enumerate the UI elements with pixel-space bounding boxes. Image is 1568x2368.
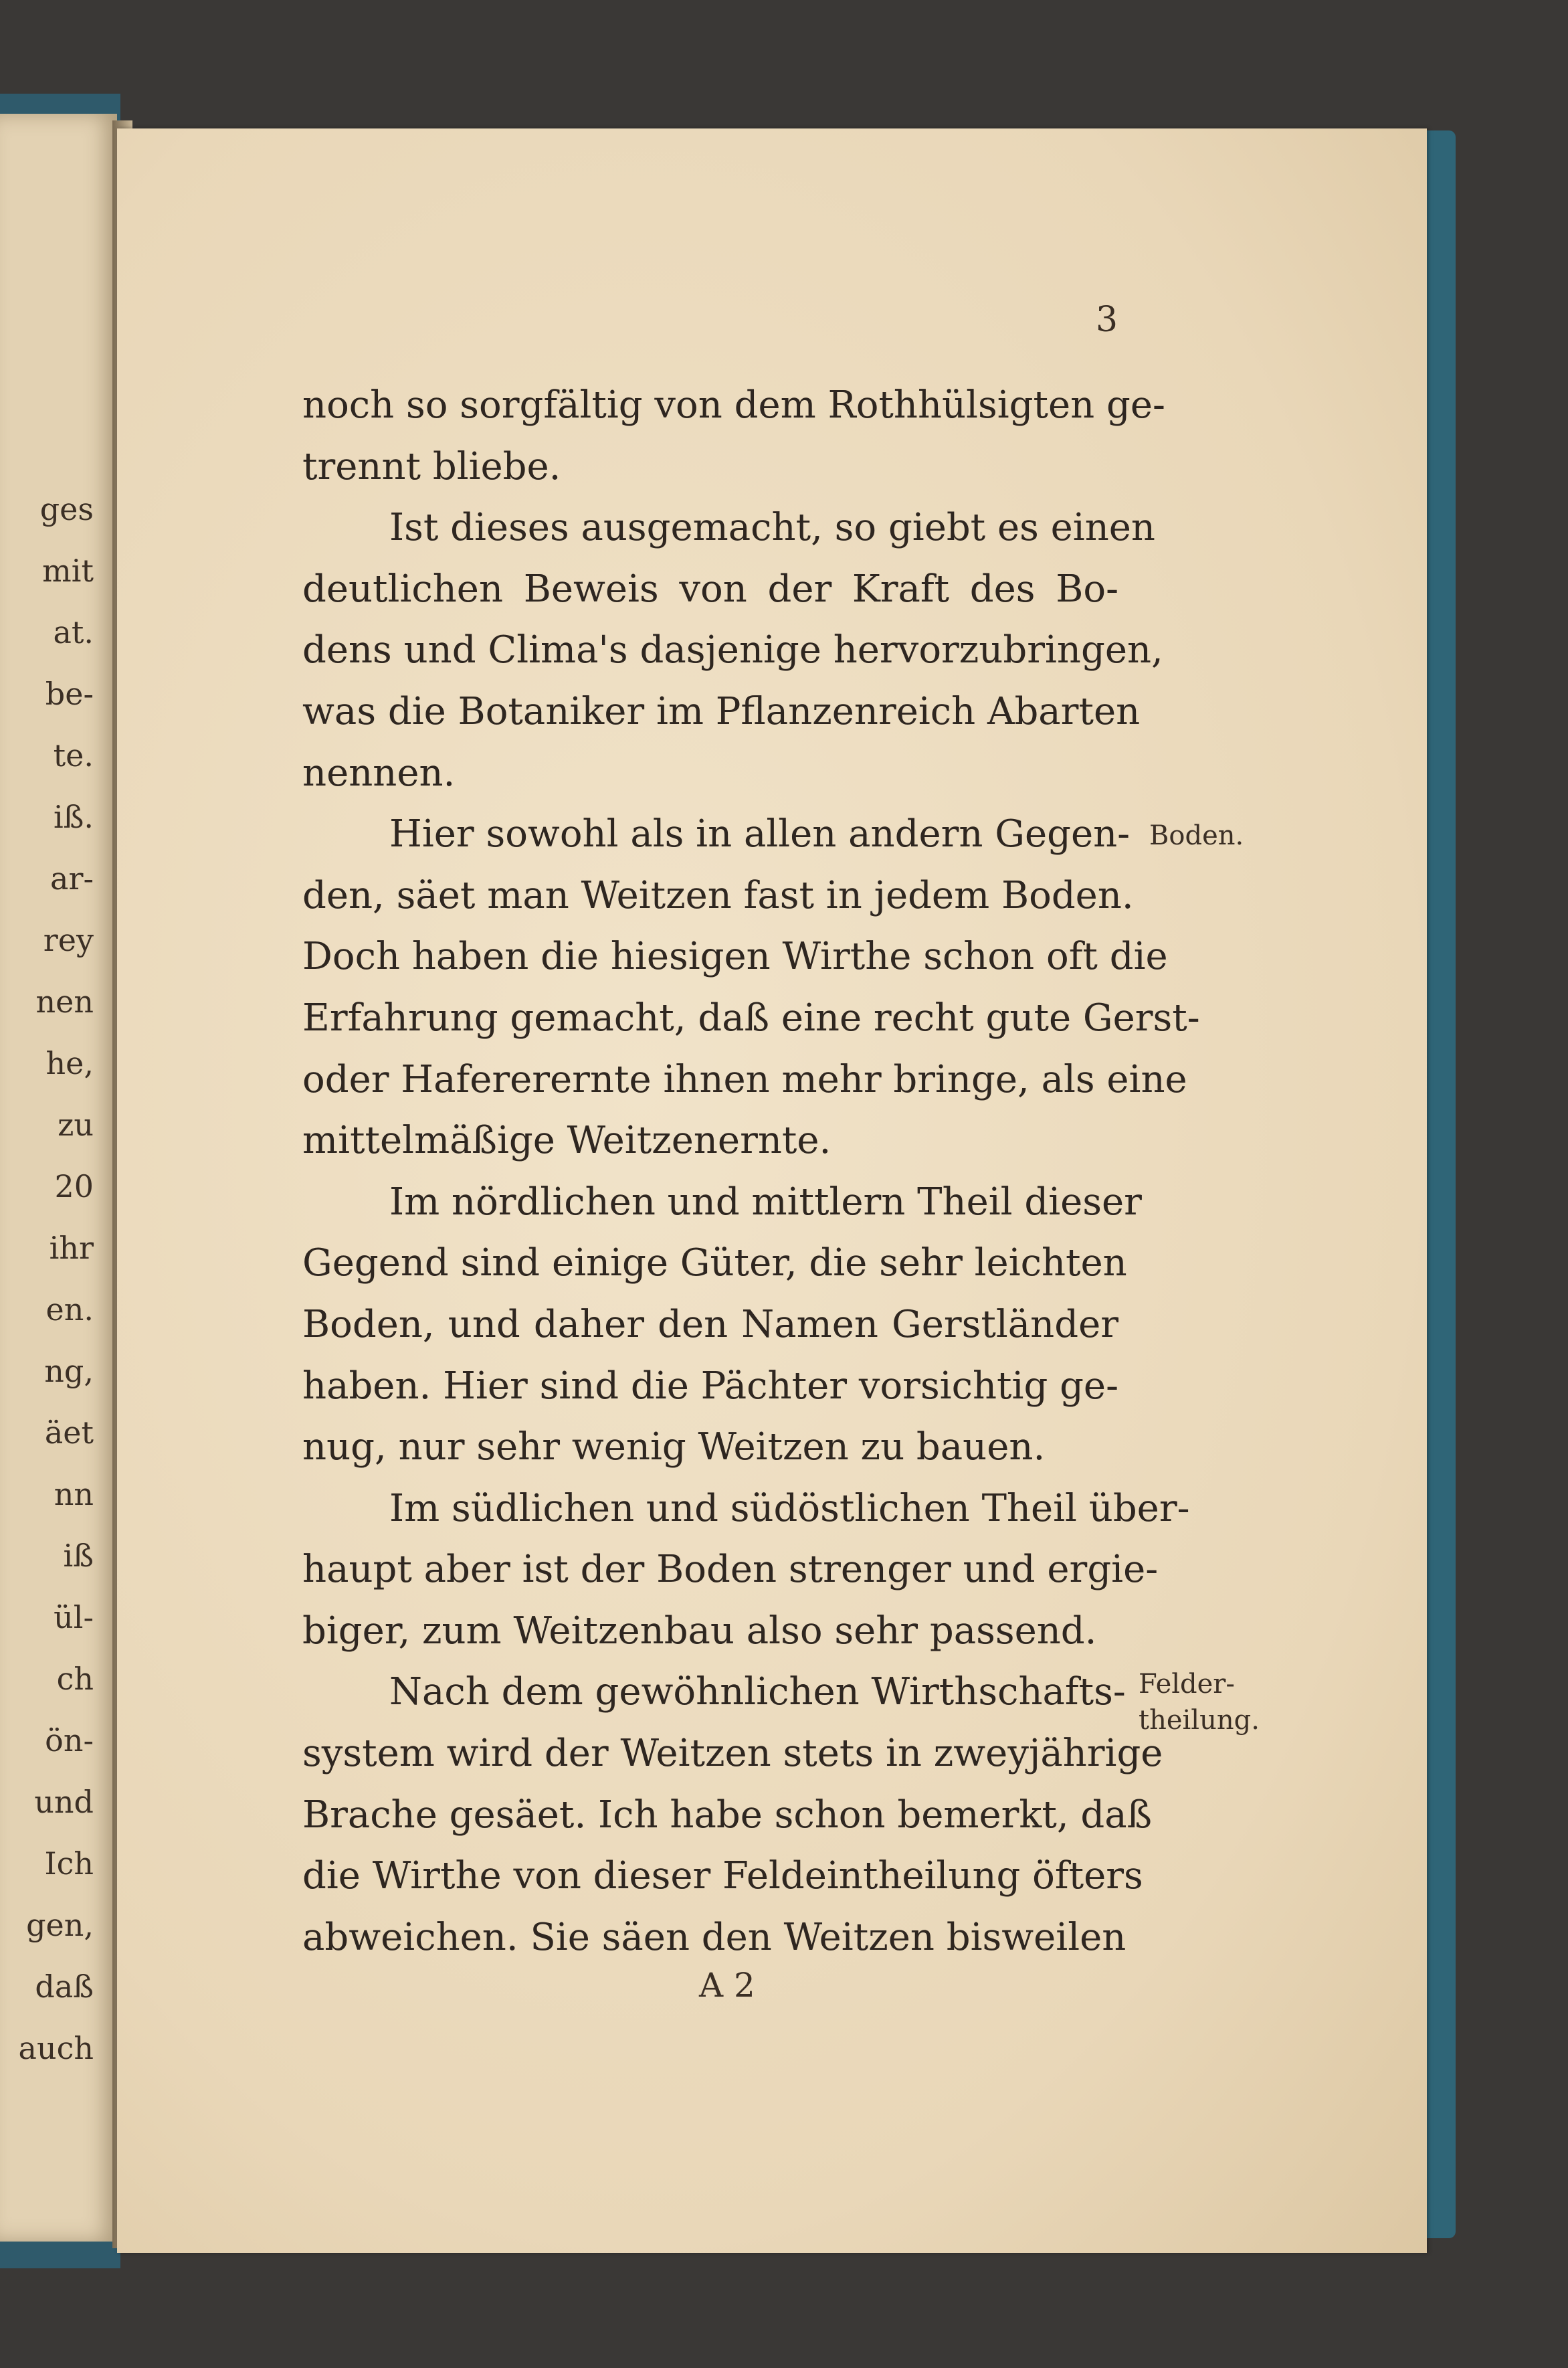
signature-mark: A 2 <box>699 1966 755 2005</box>
left-page-cropped-text <box>0 478 94 2079</box>
cropped-word: ön- <box>45 1722 94 1758</box>
text-line: Nach dem gewöhnlichen Wirthschafts- <box>389 1670 1126 1714</box>
cropped-word: ihr <box>49 1230 94 1266</box>
cropped-word: und <box>34 1784 94 1820</box>
text-line: Hier sowohl als in allen andern Gegen- <box>389 812 1131 856</box>
cropped-word: be- <box>45 676 94 712</box>
marginal-note: Felder- theilung. <box>1139 1669 1260 1736</box>
cropped-word: zu <box>58 1107 94 1143</box>
text-line: trennt bliebe. <box>302 444 561 488</box>
cropped-word: he, <box>45 1045 94 1081</box>
text-line: haupt aber ist der Boden strenger und ergie- <box>302 1548 1159 1592</box>
cropped-word: äet <box>44 1415 94 1451</box>
cropped-word: ar- <box>50 860 94 897</box>
cropped-word: ch <box>56 1661 94 1697</box>
cropped-word: ül- <box>54 1599 94 1635</box>
cropped-word: iß <box>63 1538 94 1574</box>
cropped-word: te. <box>53 737 94 773</box>
text-line: den, säet man Weitzen fast in jedem Boden. <box>302 873 1134 917</box>
text-line: mittelmäßige Weitzenernte. <box>302 1119 831 1163</box>
cropped-word: nen <box>35 984 94 1020</box>
text-line: haben. Hier sind die Pächter vorsichtig ge- <box>302 1364 1118 1408</box>
text-line: nug, nur sehr wenig Weitzen zu bauen. <box>302 1425 1046 1469</box>
text-line: biger, zum Weitzenbau also sehr passend. <box>302 1609 1097 1653</box>
cropped-word: 20 <box>54 1168 94 1204</box>
text-line: abweichen. Sie säen den Weitzen bisweilen <box>302 1915 1126 1959</box>
text-line: Ist dieses ausgemacht, so giebt es einen <box>389 506 1155 550</box>
text-line: was die Botaniker im Pflanzenreich Abarten <box>302 689 1141 733</box>
cropped-word: at. <box>53 614 94 650</box>
cropped-word: daß <box>35 1969 94 2005</box>
text-line: dens und Clima's dasjenige hervorzubringen, <box>302 628 1163 672</box>
text-line: Im südlichen und südöstlichen Theil über- <box>389 1486 1190 1530</box>
cropped-word: auch <box>18 2030 94 2066</box>
text-line: Doch haben die hiesigen Wirthe schon oft die <box>302 935 1168 979</box>
cropped-word: ng, <box>44 1353 94 1389</box>
cropped-word: Ich <box>44 1845 94 1882</box>
text-line: Boden, und daher den Namen Gerstländer <box>302 1302 1118 1346</box>
text-line: Erfahrung gemacht, daß eine recht gute Gerst- <box>302 996 1200 1040</box>
marginal-note: Boden. <box>1149 820 1244 851</box>
text-line: Im nördlichen und mittlern Theil dieser <box>389 1180 1142 1224</box>
cropped-word: iß. <box>53 799 94 835</box>
cropped-word: rey <box>43 922 94 958</box>
text-line: die Wirthe von dieser Feldeintheilung öfters <box>302 1854 1143 1898</box>
left-facing-page <box>0 114 117 2242</box>
text-line: deutlichen Beweis von der Kraft des Bo- <box>302 567 1118 611</box>
cropped-word: mit <box>42 553 94 589</box>
cropped-word: nn <box>54 1476 94 1512</box>
cropped-word: en. <box>45 1291 94 1328</box>
text-line: noch so sorgfältig von dem Rothhülsigten ge- <box>302 383 1165 427</box>
text-line: Brache gesäet. Ich habe schon bemerkt, daß <box>302 1793 1153 1837</box>
page-number: 3 <box>1096 300 1118 340</box>
text-line: Gegend sind einige Güter, die sehr leichten <box>302 1241 1127 1285</box>
text-line: system wird der Weitzen stets in zweyjährige <box>302 1732 1163 1776</box>
text-line: oder Hafererernte ihnen mehr bringe, als eine <box>302 1057 1187 1101</box>
text-line: nennen. <box>302 751 456 795</box>
cropped-word: gen, <box>26 1907 94 1943</box>
cropped-word: ges <box>39 491 94 527</box>
